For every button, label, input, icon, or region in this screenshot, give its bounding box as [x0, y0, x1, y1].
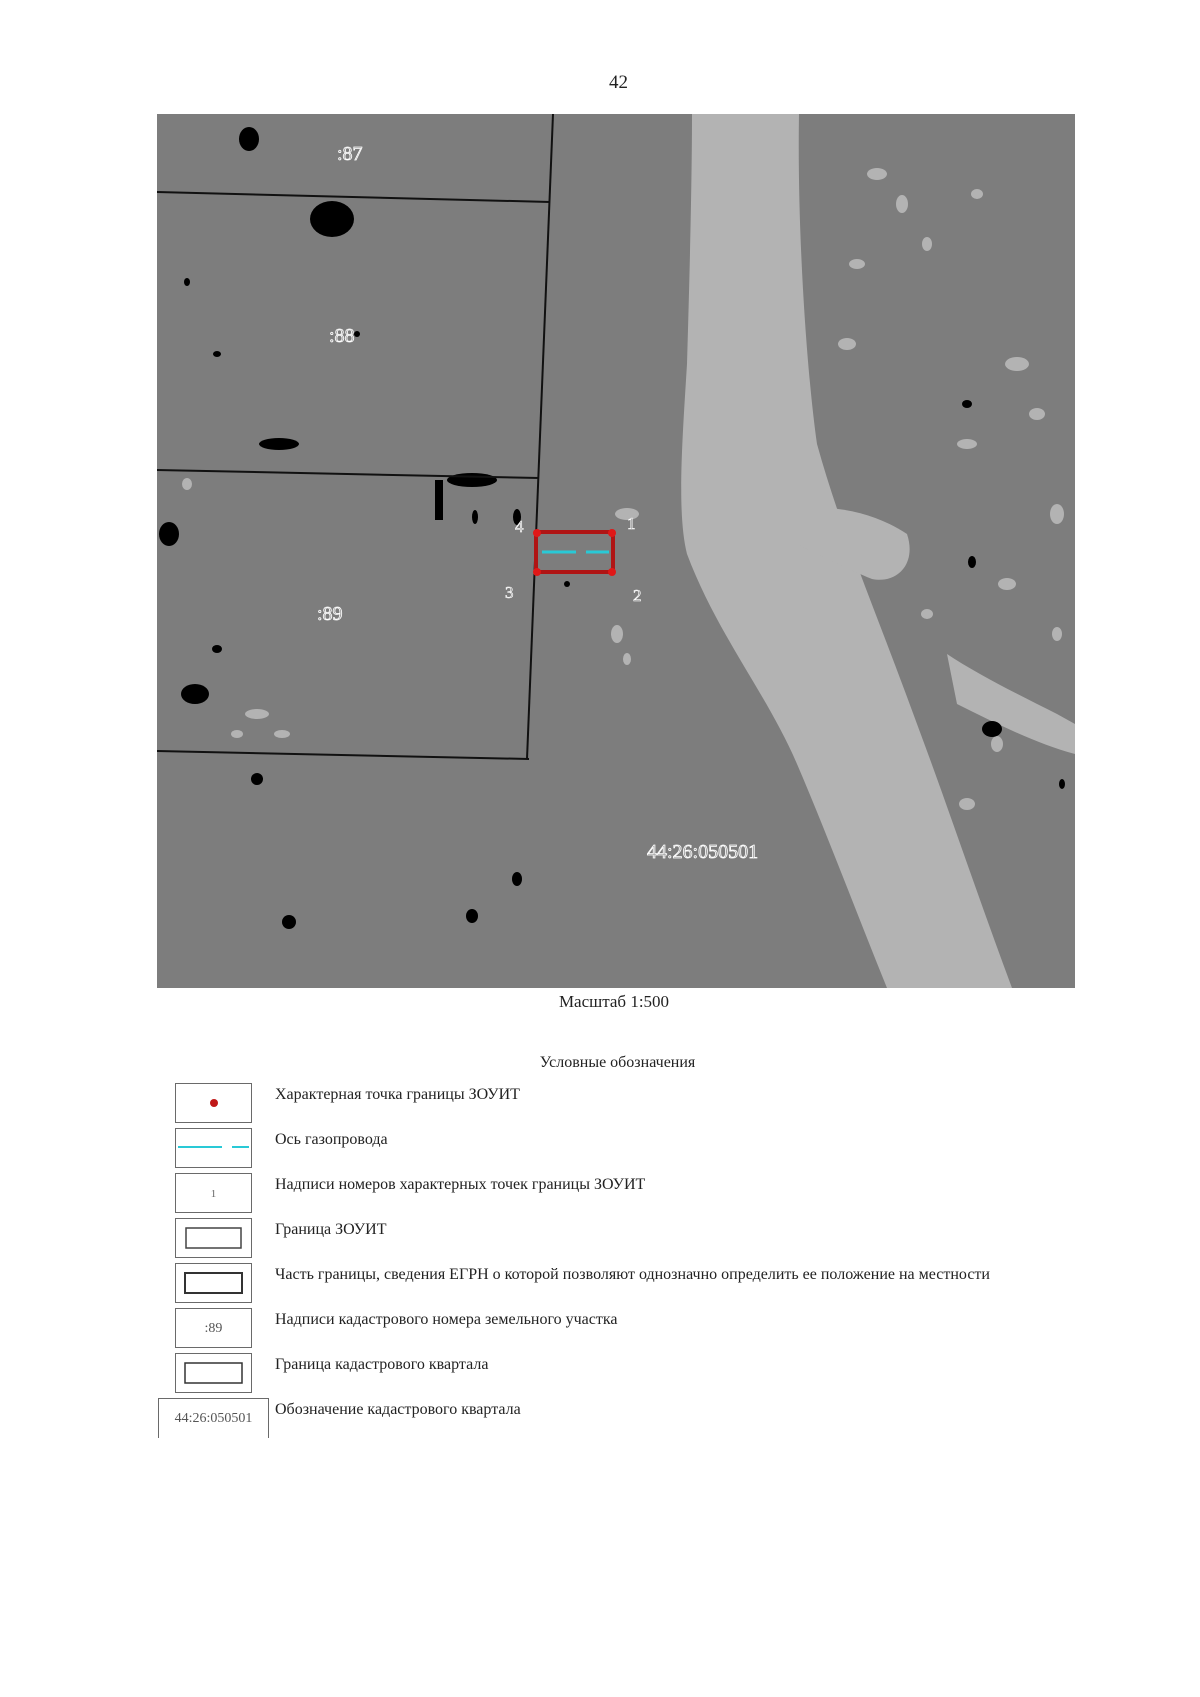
zouit-point-2 — [608, 568, 616, 576]
legend-text-point-numbers: Надписи номеров характерных точек границы ЗОУИТ — [275, 1176, 646, 1193]
thick-rectangle-icon — [176, 1264, 251, 1302]
legend-cadastral-number-sample: :89 — [204, 1321, 223, 1336]
parcel-label-88: :88 — [329, 325, 355, 347]
legend-text-quarter-designation: Обозначение кадастрового квартала — [275, 1401, 521, 1418]
legend-text-cadastral-number: Надписи кадастрового номера земельного участка — [275, 1311, 618, 1328]
red-point-icon — [176, 1084, 251, 1122]
point-label-4: 4 — [515, 517, 524, 536]
page-number: 42 — [609, 72, 628, 93]
cadastral-map[interactable] — [157, 114, 1075, 988]
legend-sample-cadastral-number — [175, 1308, 252, 1348]
zouit-point-3 — [533, 568, 541, 576]
quarter-label: 44:26:050501 — [647, 841, 759, 863]
legend-text-pipeline: Ось газопровода — [275, 1131, 388, 1148]
legend-text-quarter-boundary: Граница кадастрового квартала — [275, 1356, 489, 1373]
legend-title: Условные обозначения — [539, 1054, 696, 1071]
rectangle-icon — [176, 1354, 251, 1392]
legend-sample-egrn-boundary — [175, 1263, 252, 1303]
legend-point-number-sample: 1 — [210, 1188, 217, 1200]
zouit-point-1 — [608, 529, 616, 537]
legend-quarter-sample: 44:26:050501 — [174, 1411, 253, 1426]
map-canvas — [157, 114, 1075, 988]
map-scale: Масштаб 1:500 — [558, 992, 670, 1011]
legend-sample-zouit-boundary — [175, 1218, 252, 1258]
point-label-1: 1 — [627, 514, 636, 533]
zouit-point-4 — [533, 529, 541, 537]
rectangle-icon — [176, 1219, 251, 1257]
point-label-3: 3 — [505, 583, 514, 602]
legend-sample-point-number — [175, 1173, 252, 1213]
pipeline-line-icon — [176, 1129, 251, 1167]
parcel-label-87: :87 — [337, 143, 363, 165]
legend-text-point: Характерная точка границы ЗОУИТ — [275, 1086, 520, 1103]
legend-sample-quarter-designation — [158, 1398, 269, 1438]
legend-text-egrn-boundary: Часть границы, сведения ЕГРН о которой позволяют однозначно определить ее положение на местности — [275, 1266, 990, 1283]
legend-sample-point — [175, 1083, 252, 1123]
legend-text-zouit-boundary: Граница ЗОУИТ — [275, 1221, 387, 1238]
legend-sample-pipeline — [175, 1128, 252, 1168]
point-label-2: 2 — [633, 586, 642, 605]
parcel-label-89: :89 — [317, 603, 343, 625]
legend-sample-quarter-boundary — [175, 1353, 252, 1393]
